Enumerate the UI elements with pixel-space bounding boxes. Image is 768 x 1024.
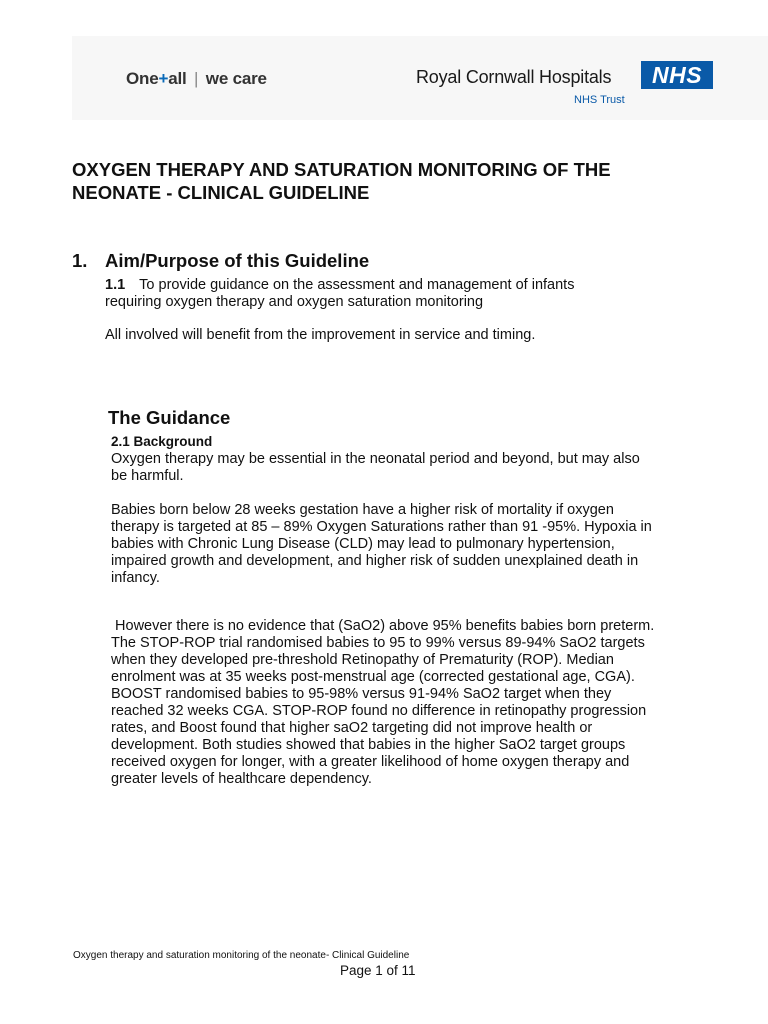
section1-number: 1. (72, 250, 88, 271)
paragraph-line: However there is no evidence that (SaO2) above 95% benefits babies born preterm. (111, 618, 655, 634)
org-name: Royal Cornwall Hospitals (416, 67, 612, 87)
paragraph-line: enrolment was at 35 weeks post-menstrual age (corrected gestational age, CGA). (111, 669, 635, 685)
tagline-all: all (168, 69, 187, 88)
paragraph-line: development. Both studies showed that babies in the higher SaO2 target groups (111, 737, 626, 753)
document-title (72, 158, 712, 204)
document-title-line2: NEONATE - CLINICAL GUIDELINE (72, 182, 370, 203)
paragraph-line: impaired growth and development, and higher risk of sudden unexplained death in (111, 553, 639, 569)
paragraph-line: received oxygen for longer, with a greater likelihood of home oxygen therapy and (111, 754, 630, 770)
tagline-separator: | (194, 69, 199, 88)
background-subheading: 2.1 Background (111, 434, 213, 449)
paragraph-line: BOOST randomised babies to 95-98% versus 91-94% SaO2 target when they (111, 686, 612, 702)
background-paragraph-2 (111, 502, 711, 587)
section1-item-text-line2: requiring oxygen therapy and oxygen saturation monitoring (105, 293, 484, 310)
tagline-one: One (126, 69, 159, 88)
paragraph-line: rates, and Boost found that higher saO2 targeting did not improve health or (111, 720, 593, 736)
paragraph-line: be harmful. (111, 468, 184, 484)
trust-tagline (126, 69, 267, 89)
org-subtitle: NHS Trust (574, 94, 625, 106)
footer-document-title: Oxygen therapy and saturation monitoring of the neonate- Clinical Guideline (73, 950, 410, 961)
paragraph-line: infancy. (111, 570, 160, 586)
tagline-plus: + (158, 69, 169, 88)
section1-item-number: 1.1 (105, 277, 126, 293)
section1-heading-text: Aim/Purpose of this Guideline (105, 250, 370, 271)
paragraph-line: reached 32 weeks CGA. STOP-ROP found no difference in retinopathy progression (111, 703, 647, 719)
guidance-heading: The Guidance (108, 407, 231, 428)
benefit-paragraph: All involved will benefit from the improvement in service and timing. (105, 327, 536, 343)
section1-item (105, 277, 705, 310)
page-number: Page 1 of 11 (340, 963, 416, 978)
document-title-line1: OXYGEN THERAPY AND SATURATION MONITORING OF THE (72, 159, 611, 180)
background-paragraph-3 (111, 601, 711, 788)
section1-item-text-line1: To provide guidance on the assessment and management of infants (139, 277, 575, 293)
nhs-logo (641, 61, 713, 89)
paragraph-line: when they developed pre-threshold Retinopathy of Prematurity (ROP). Median (111, 652, 614, 668)
paragraph-line: The STOP-ROP trial randomised babies to 95 to 99% versus 89-94% SaO2 targets (111, 635, 645, 651)
background-paragraph-1 (111, 451, 711, 485)
section1-heading (72, 250, 369, 272)
paragraph-line: Oxygen therapy may be essential in the neonatal period and beyond, but may also (111, 451, 640, 467)
paragraph-line: Babies born below 28 weeks gestation have a higher risk of mortality if oxygen (111, 502, 614, 518)
tagline-care: we care (205, 69, 267, 88)
paragraph-line: therapy is targeted at 85 – 89% Oxygen Saturations rather than 91 -95%. Hypoxia in (111, 519, 652, 535)
paragraph-line: babies with Chronic Lung Disease (CLD) may lead to pulmonary hypertension, (111, 536, 615, 552)
nhs-logo-text: NHS (651, 61, 703, 88)
paragraph-line: greater levels of healthcare dependency. (111, 771, 372, 787)
